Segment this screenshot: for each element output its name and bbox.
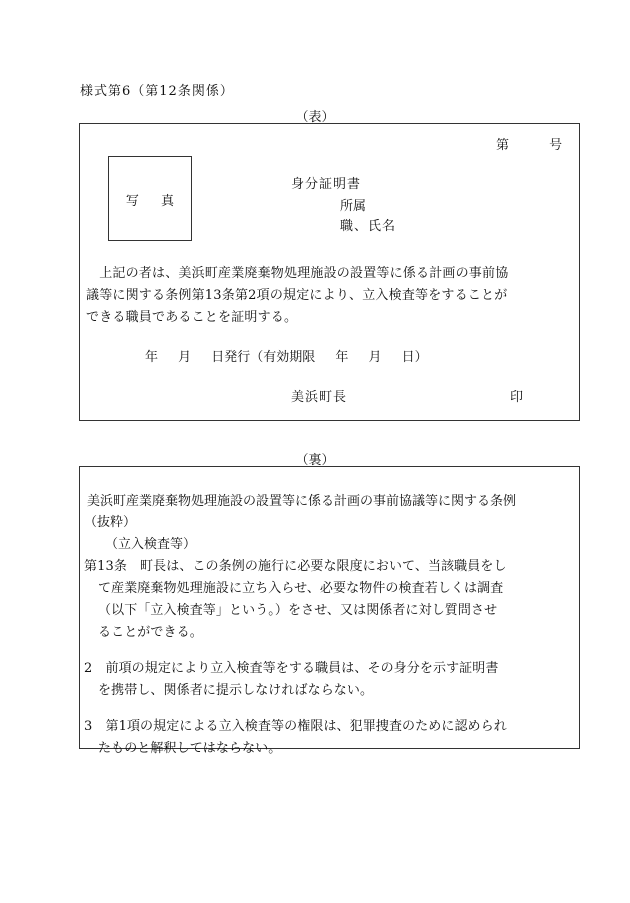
back-side-label: （裏） — [295, 453, 335, 468]
article-13-line: て産業廃棄物処理施設に立ち入らせ、必要な物件の検査若しくは調査 — [98, 581, 504, 596]
paragraph-2-line: を携帯し、関係者に提示しなければならない。 — [98, 683, 374, 698]
front-side-label: （表） — [295, 110, 335, 125]
photo-box — [108, 156, 192, 241]
paragraph-2-line: 2 前項の規定により立入検査等をする職員は、その身分を示す証明書 — [84, 661, 499, 676]
certificate-number-field: 第 号 — [496, 138, 563, 153]
article-heading: （立入検査等） — [105, 537, 197, 552]
article-13-line: （以下「立入検査等」という。）をさせ、又は関係者に対し質問させ — [98, 603, 498, 618]
certificate-title: 身分証明書 — [291, 177, 362, 192]
excerpt-label: （抜粋） — [84, 515, 137, 530]
certificate-body-line: できる職員であることを証明する。 — [86, 310, 298, 325]
issue-date-line: 年 月 日発行（有効期限 年 月 日） — [145, 350, 428, 365]
affiliation-label: 所属 — [340, 199, 367, 214]
certificate-body-line: 上記の者は、美浜町産業廃棄物処理施設の設置等に係る計画の事前協 — [86, 266, 509, 281]
article-13-line: 第13条 町長は、この条例の施行に必要な限度において、当該職員をし — [84, 559, 507, 574]
seal-mark: 印 — [510, 390, 524, 405]
paragraph-3-line: たものと解釈してはならない。 — [98, 741, 282, 756]
form-title: 様式第6（第12条関係） — [80, 84, 234, 99]
certificate-body-line: 議等に関する条例第13条第2項の規定により、立入検査等をすることが — [86, 288, 508, 303]
mayor-label: 美浜町長 — [291, 390, 348, 405]
paragraph-3-line: 3 第1項の規定による立入検査等の権限は、犯罪捜査のために認められ — [84, 719, 507, 734]
ordinance-title: 美浜町産業廃棄物処理施設の設置等に係る計画の事前協議等に関する条例 — [87, 494, 517, 509]
certificate-body-text — [86, 263, 574, 329]
article-13-line: ることができる。 — [98, 625, 203, 640]
photo-label: 写 真 — [125, 194, 177, 209]
position-name-label: 職、氏名 — [340, 219, 397, 234]
